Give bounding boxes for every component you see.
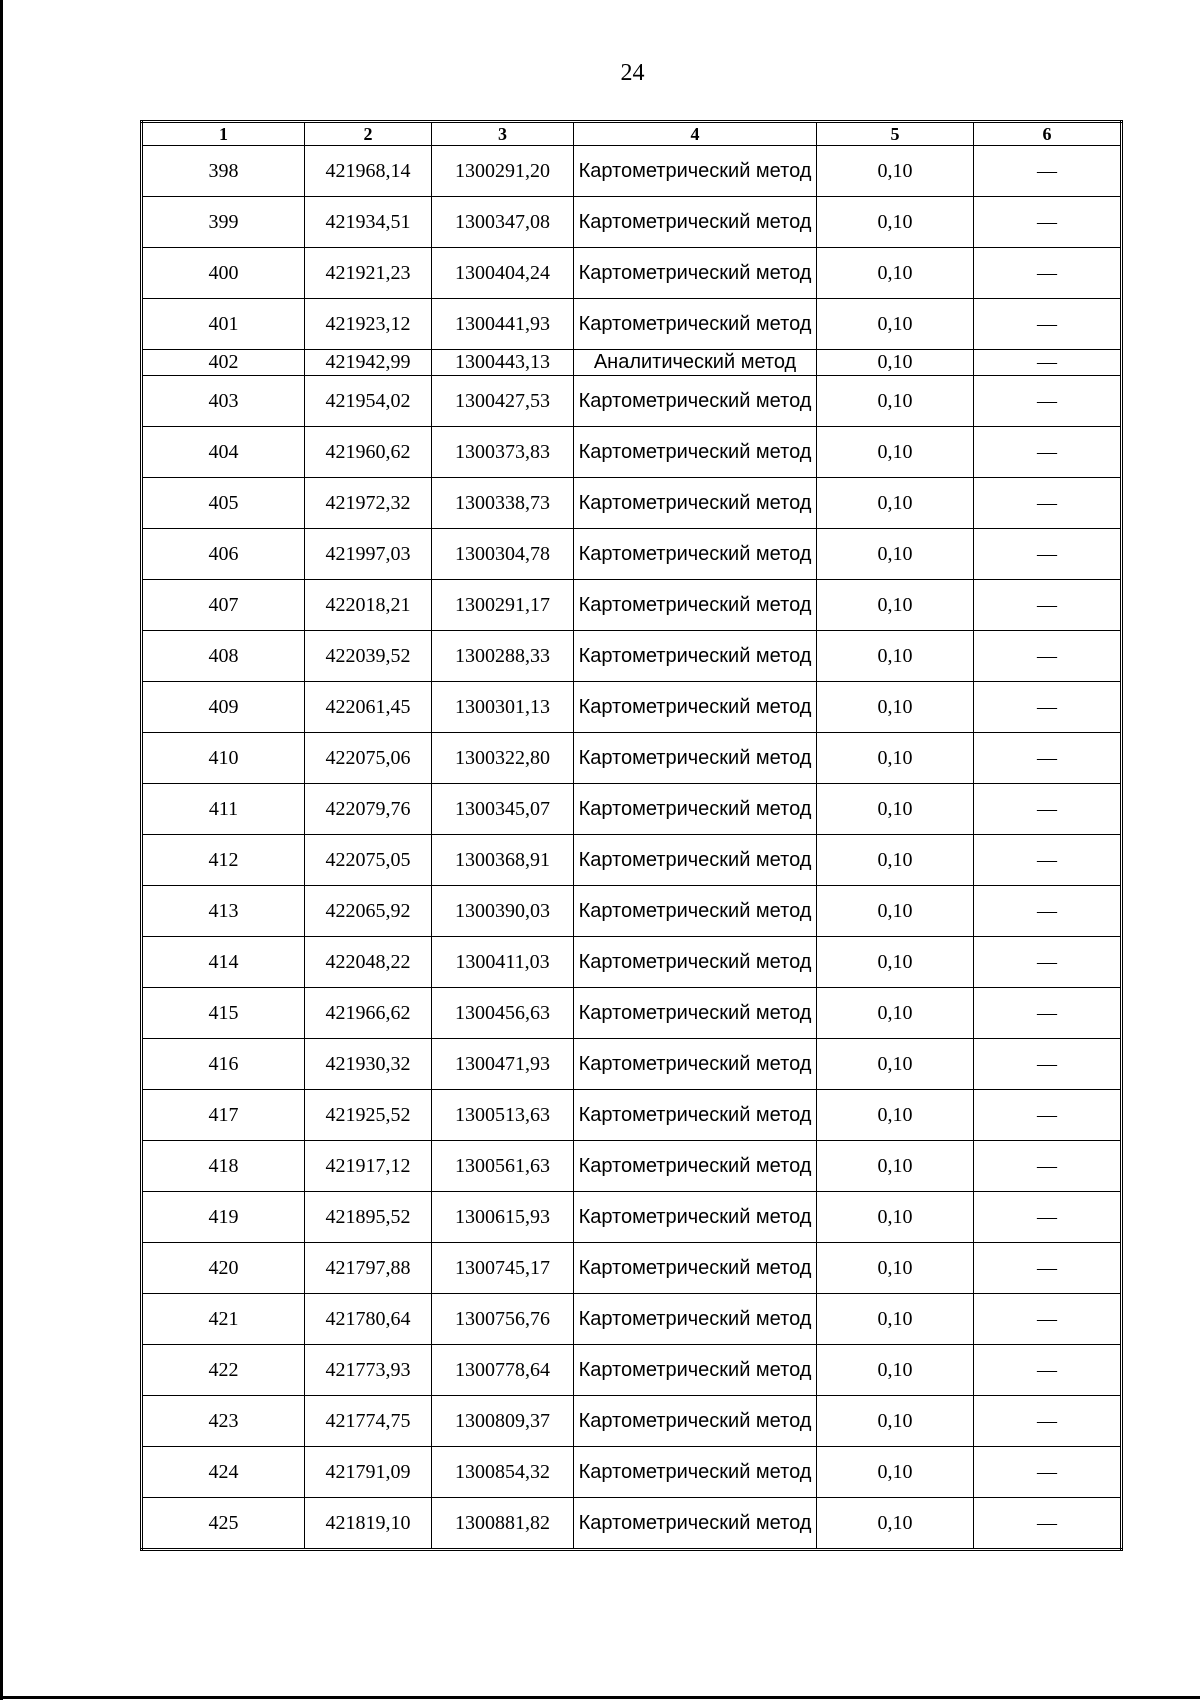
x-coordinate-cell: 421925,52 bbox=[305, 1090, 432, 1141]
point-number-cell: 424 bbox=[142, 1447, 305, 1498]
method-cell: Картометрический метод bbox=[574, 1498, 817, 1550]
accuracy-cell: 0,10 bbox=[817, 1294, 974, 1345]
x-coordinate-cell: 421954,02 bbox=[305, 376, 432, 427]
table-body bbox=[142, 146, 1122, 1550]
point-number-cell: 402 bbox=[142, 350, 305, 376]
y-coordinate-cell: 1300411,03 bbox=[432, 937, 574, 988]
method-cell: Картометрический метод bbox=[574, 1141, 817, 1192]
method-cell: Картометрический метод bbox=[574, 1090, 817, 1141]
accuracy-cell: 0,10 bbox=[817, 248, 974, 299]
y-coordinate-cell: 1300338,73 bbox=[432, 478, 574, 529]
y-coordinate-cell: 1300304,78 bbox=[432, 529, 574, 580]
note-cell: — bbox=[974, 784, 1122, 835]
note-cell: — bbox=[974, 937, 1122, 988]
accuracy-cell: 0,10 bbox=[817, 937, 974, 988]
point-number-cell: 404 bbox=[142, 427, 305, 478]
point-number-cell: 405 bbox=[142, 478, 305, 529]
note-cell: — bbox=[974, 1498, 1122, 1550]
left-border-line bbox=[0, 0, 3, 1700]
method-cell: Картометрический метод bbox=[574, 478, 817, 529]
method-cell: Картометрический метод bbox=[574, 733, 817, 784]
table-row bbox=[142, 682, 1122, 733]
method-cell: Картометрический метод bbox=[574, 529, 817, 580]
x-coordinate-cell: 421774,75 bbox=[305, 1396, 432, 1447]
table-row bbox=[142, 733, 1122, 784]
note-cell: — bbox=[974, 1294, 1122, 1345]
accuracy-cell: 0,10 bbox=[817, 1396, 974, 1447]
note-cell: — bbox=[974, 682, 1122, 733]
point-number-cell: 419 bbox=[142, 1192, 305, 1243]
x-coordinate-cell: 421895,52 bbox=[305, 1192, 432, 1243]
table-row bbox=[142, 427, 1122, 478]
column-header-3: 3 bbox=[432, 122, 574, 146]
method-cell: Картометрический метод bbox=[574, 682, 817, 733]
column-header-2: 2 bbox=[305, 122, 432, 146]
accuracy-cell: 0,10 bbox=[817, 1498, 974, 1550]
accuracy-cell: 0,10 bbox=[817, 1192, 974, 1243]
table-row bbox=[142, 1192, 1122, 1243]
y-coordinate-cell: 1300745,17 bbox=[432, 1243, 574, 1294]
y-coordinate-cell: 1300561,63 bbox=[432, 1141, 574, 1192]
note-cell: — bbox=[974, 988, 1122, 1039]
point-number-cell: 406 bbox=[142, 529, 305, 580]
table-row bbox=[142, 197, 1122, 248]
y-coordinate-cell: 1300778,64 bbox=[432, 1345, 574, 1396]
note-cell: — bbox=[974, 1396, 1122, 1447]
note-cell: — bbox=[974, 478, 1122, 529]
table-row bbox=[142, 835, 1122, 886]
y-coordinate-cell: 1300756,76 bbox=[432, 1294, 574, 1345]
point-number-cell: 416 bbox=[142, 1039, 305, 1090]
table-row bbox=[142, 988, 1122, 1039]
method-cell: Картометрический метод bbox=[574, 299, 817, 350]
accuracy-cell: 0,10 bbox=[817, 784, 974, 835]
x-coordinate-cell: 421942,99 bbox=[305, 350, 432, 376]
table-row bbox=[142, 1396, 1122, 1447]
method-cell: Картометрический метод bbox=[574, 376, 817, 427]
table-row bbox=[142, 631, 1122, 682]
column-header-6: 6 bbox=[974, 122, 1122, 146]
y-coordinate-cell: 1300368,91 bbox=[432, 835, 574, 886]
note-cell: — bbox=[974, 1345, 1122, 1396]
y-coordinate-cell: 1300291,20 bbox=[432, 146, 574, 197]
point-number-cell: 407 bbox=[142, 580, 305, 631]
accuracy-cell: 0,10 bbox=[817, 631, 974, 682]
x-coordinate-cell: 421797,88 bbox=[305, 1243, 432, 1294]
method-cell: Картометрический метод bbox=[574, 248, 817, 299]
y-coordinate-cell: 1300513,63 bbox=[432, 1090, 574, 1141]
point-number-cell: 417 bbox=[142, 1090, 305, 1141]
x-coordinate-cell: 422079,76 bbox=[305, 784, 432, 835]
table-row bbox=[142, 350, 1122, 376]
y-coordinate-cell: 1300345,07 bbox=[432, 784, 574, 835]
method-cell: Картометрический метод bbox=[574, 1447, 817, 1498]
point-number-cell: 420 bbox=[142, 1243, 305, 1294]
y-coordinate-cell: 1300441,93 bbox=[432, 299, 574, 350]
point-number-cell: 399 bbox=[142, 197, 305, 248]
accuracy-cell: 0,10 bbox=[817, 478, 974, 529]
point-number-cell: 413 bbox=[142, 886, 305, 937]
point-number-cell: 400 bbox=[142, 248, 305, 299]
table-row bbox=[142, 1039, 1122, 1090]
method-cell: Картометрический метод bbox=[574, 988, 817, 1039]
note-cell: — bbox=[974, 1243, 1122, 1294]
point-number-cell: 403 bbox=[142, 376, 305, 427]
table-row bbox=[142, 580, 1122, 631]
table-row bbox=[142, 478, 1122, 529]
method-cell: Аналитический метод bbox=[574, 350, 817, 376]
x-coordinate-cell: 421968,14 bbox=[305, 146, 432, 197]
note-cell: — bbox=[974, 529, 1122, 580]
accuracy-cell: 0,10 bbox=[817, 1243, 974, 1294]
table-row bbox=[142, 299, 1122, 350]
x-coordinate-cell: 421997,03 bbox=[305, 529, 432, 580]
coordinates-table bbox=[140, 120, 1123, 1551]
point-number-cell: 422 bbox=[142, 1345, 305, 1396]
y-coordinate-cell: 1300390,03 bbox=[432, 886, 574, 937]
x-coordinate-cell: 421930,32 bbox=[305, 1039, 432, 1090]
table-row bbox=[142, 886, 1122, 937]
method-cell: Картометрический метод bbox=[574, 835, 817, 886]
method-cell: Картометрический метод bbox=[574, 784, 817, 835]
y-coordinate-cell: 1300615,93 bbox=[432, 1192, 574, 1243]
note-cell: — bbox=[974, 1090, 1122, 1141]
table-row bbox=[142, 1447, 1122, 1498]
x-coordinate-cell: 421921,23 bbox=[305, 248, 432, 299]
note-cell: — bbox=[974, 1141, 1122, 1192]
point-number-cell: 411 bbox=[142, 784, 305, 835]
y-coordinate-cell: 1300404,24 bbox=[432, 248, 574, 299]
accuracy-cell: 0,10 bbox=[817, 427, 974, 478]
point-number-cell: 408 bbox=[142, 631, 305, 682]
bottom-border-line bbox=[0, 1696, 1200, 1699]
y-coordinate-cell: 1300854,32 bbox=[432, 1447, 574, 1498]
x-coordinate-cell: 421972,32 bbox=[305, 478, 432, 529]
point-number-cell: 418 bbox=[142, 1141, 305, 1192]
accuracy-cell: 0,10 bbox=[817, 376, 974, 427]
accuracy-cell: 0,10 bbox=[817, 1345, 974, 1396]
table-header-row bbox=[142, 122, 1122, 146]
note-cell: — bbox=[974, 580, 1122, 631]
method-cell: Картометрический метод bbox=[574, 146, 817, 197]
x-coordinate-cell: 421773,93 bbox=[305, 1345, 432, 1396]
note-cell: — bbox=[974, 733, 1122, 784]
method-cell: Картометрический метод bbox=[574, 631, 817, 682]
note-cell: — bbox=[974, 248, 1122, 299]
accuracy-cell: 0,10 bbox=[817, 197, 974, 248]
accuracy-cell: 0,10 bbox=[817, 1039, 974, 1090]
accuracy-cell: 0,10 bbox=[817, 835, 974, 886]
point-number-cell: 421 bbox=[142, 1294, 305, 1345]
method-cell: Картометрический метод bbox=[574, 1396, 817, 1447]
accuracy-cell: 0,10 bbox=[817, 1447, 974, 1498]
y-coordinate-cell: 1300456,63 bbox=[432, 988, 574, 1039]
column-header-4: 4 bbox=[574, 122, 817, 146]
accuracy-cell: 0,10 bbox=[817, 1090, 974, 1141]
accuracy-cell: 0,10 bbox=[817, 1141, 974, 1192]
x-coordinate-cell: 422061,45 bbox=[305, 682, 432, 733]
accuracy-cell: 0,10 bbox=[817, 529, 974, 580]
method-cell: Картометрический метод bbox=[574, 1345, 817, 1396]
accuracy-cell: 0,10 bbox=[817, 988, 974, 1039]
table-row bbox=[142, 1141, 1122, 1192]
accuracy-cell: 0,10 bbox=[817, 733, 974, 784]
note-cell: — bbox=[974, 1447, 1122, 1498]
table-row bbox=[142, 784, 1122, 835]
table-row bbox=[142, 937, 1122, 988]
accuracy-cell: 0,10 bbox=[817, 580, 974, 631]
note-cell: — bbox=[974, 886, 1122, 937]
point-number-cell: 423 bbox=[142, 1396, 305, 1447]
accuracy-cell: 0,10 bbox=[817, 299, 974, 350]
x-coordinate-cell: 422075,05 bbox=[305, 835, 432, 886]
table-row bbox=[142, 1498, 1122, 1550]
x-coordinate-cell: 422065,92 bbox=[305, 886, 432, 937]
table-row bbox=[142, 1243, 1122, 1294]
point-number-cell: 414 bbox=[142, 937, 305, 988]
x-coordinate-cell: 422018,21 bbox=[305, 580, 432, 631]
y-coordinate-cell: 1300301,13 bbox=[432, 682, 574, 733]
note-cell: — bbox=[974, 376, 1122, 427]
note-cell: — bbox=[974, 350, 1122, 376]
point-number-cell: 401 bbox=[142, 299, 305, 350]
note-cell: — bbox=[974, 835, 1122, 886]
method-cell: Картометрический метод bbox=[574, 580, 817, 631]
accuracy-cell: 0,10 bbox=[817, 350, 974, 376]
column-header-5: 5 bbox=[817, 122, 974, 146]
table-row bbox=[142, 376, 1122, 427]
y-coordinate-cell: 1300443,13 bbox=[432, 350, 574, 376]
point-number-cell: 415 bbox=[142, 988, 305, 1039]
x-coordinate-cell: 421780,64 bbox=[305, 1294, 432, 1345]
note-cell: — bbox=[974, 427, 1122, 478]
x-coordinate-cell: 421966,62 bbox=[305, 988, 432, 1039]
method-cell: Картометрический метод bbox=[574, 1294, 817, 1345]
y-coordinate-cell: 1300809,37 bbox=[432, 1396, 574, 1447]
method-cell: Картометрический метод bbox=[574, 427, 817, 478]
x-coordinate-cell: 422048,22 bbox=[305, 937, 432, 988]
x-coordinate-cell: 422075,06 bbox=[305, 733, 432, 784]
method-cell: Картометрический метод bbox=[574, 1039, 817, 1090]
method-cell: Картометрический метод bbox=[574, 197, 817, 248]
note-cell: — bbox=[974, 1039, 1122, 1090]
y-coordinate-cell: 1300322,80 bbox=[432, 733, 574, 784]
point-number-cell: 425 bbox=[142, 1498, 305, 1550]
point-number-cell: 409 bbox=[142, 682, 305, 733]
table-row bbox=[142, 248, 1122, 299]
y-coordinate-cell: 1300291,17 bbox=[432, 580, 574, 631]
y-coordinate-cell: 1300881,82 bbox=[432, 1498, 574, 1550]
point-number-cell: 412 bbox=[142, 835, 305, 886]
method-cell: Картометрический метод bbox=[574, 1192, 817, 1243]
x-coordinate-cell: 421923,12 bbox=[305, 299, 432, 350]
point-number-cell: 398 bbox=[142, 146, 305, 197]
note-cell: — bbox=[974, 1192, 1122, 1243]
note-cell: — bbox=[974, 146, 1122, 197]
column-header-1: 1 bbox=[142, 122, 305, 146]
accuracy-cell: 0,10 bbox=[817, 886, 974, 937]
table-row bbox=[142, 1090, 1122, 1141]
x-coordinate-cell: 421791,09 bbox=[305, 1447, 432, 1498]
note-cell: — bbox=[974, 299, 1122, 350]
x-coordinate-cell: 421819,10 bbox=[305, 1498, 432, 1550]
y-coordinate-cell: 1300288,33 bbox=[432, 631, 574, 682]
y-coordinate-cell: 1300347,08 bbox=[432, 197, 574, 248]
note-cell: — bbox=[974, 197, 1122, 248]
x-coordinate-cell: 421917,12 bbox=[305, 1141, 432, 1192]
method-cell: Картометрический метод bbox=[574, 886, 817, 937]
y-coordinate-cell: 1300471,93 bbox=[432, 1039, 574, 1090]
table-row bbox=[142, 1345, 1122, 1396]
accuracy-cell: 0,10 bbox=[817, 682, 974, 733]
y-coordinate-cell: 1300373,83 bbox=[432, 427, 574, 478]
x-coordinate-cell: 422039,52 bbox=[305, 631, 432, 682]
table-row bbox=[142, 1294, 1122, 1345]
accuracy-cell: 0,10 bbox=[817, 146, 974, 197]
table-row bbox=[142, 146, 1122, 197]
note-cell: — bbox=[974, 631, 1122, 682]
x-coordinate-cell: 421934,51 bbox=[305, 197, 432, 248]
method-cell: Картометрический метод bbox=[574, 937, 817, 988]
point-number-cell: 410 bbox=[142, 733, 305, 784]
table-row bbox=[142, 529, 1122, 580]
x-coordinate-cell: 421960,62 bbox=[305, 427, 432, 478]
method-cell: Картометрический метод bbox=[574, 1243, 817, 1294]
y-coordinate-cell: 1300427,53 bbox=[432, 376, 574, 427]
page-number: 24 bbox=[620, 60, 645, 86]
